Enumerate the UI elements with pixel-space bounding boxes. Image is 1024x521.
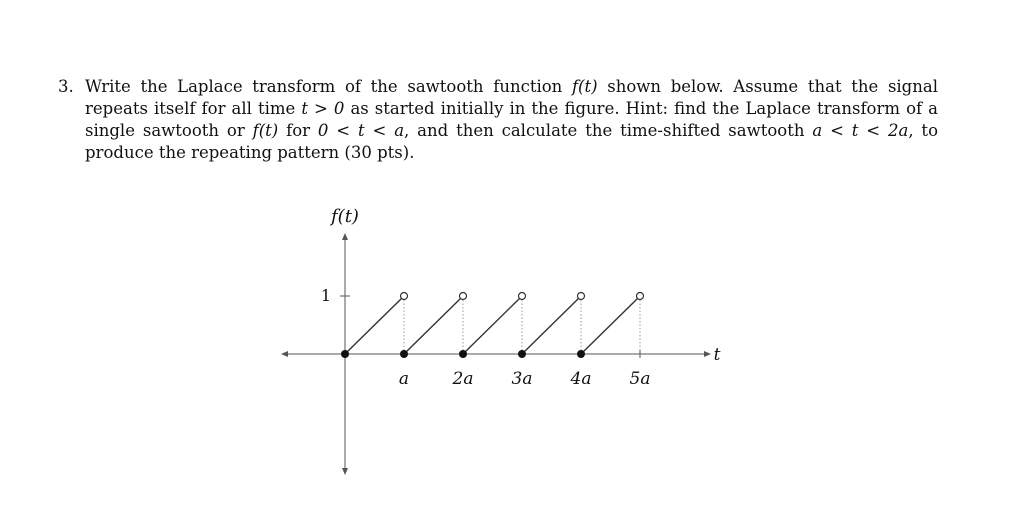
open-point <box>637 293 644 300</box>
closed-point <box>400 350 408 358</box>
problem-text-part: for <box>278 121 318 140</box>
problem-text-part: shown below. Assume that the signal repeats itself for all time <box>85 77 938 118</box>
y-axis-label: f(t) <box>331 206 359 227</box>
sawtooth-segment <box>345 299 402 355</box>
math-expression: a < t < 2a <box>812 121 909 140</box>
x-tick-label: a <box>398 369 410 389</box>
x-axis-label: t <box>713 345 721 365</box>
x-tick-label: 3a <box>511 369 533 389</box>
math-expression: f(t) <box>571 77 598 96</box>
problem-text-part: as started initially in the figure. Hint: find the Laplace transform of a single sawtooth or <box>85 99 938 140</box>
open-point <box>460 293 467 300</box>
open-point <box>578 293 585 300</box>
math-expression: 0 < t < a <box>317 121 405 140</box>
x-tick-label: 5a <box>629 369 651 389</box>
open-points <box>401 293 644 300</box>
x-tick-label: 4a <box>570 369 592 389</box>
problem-text-part: , to produce the repeating pattern (30 pts). <box>85 121 938 162</box>
problem-text-part: , and then calculate the time-shifted sawtooth <box>404 121 813 140</box>
y-tick-label: 1 <box>320 286 332 305</box>
open-point <box>519 293 526 300</box>
closed-point <box>518 350 526 358</box>
closed-point <box>577 350 585 358</box>
problem-text-part: Write the Laplace transform of the sawtooth function <box>85 77 572 96</box>
problem-number: 3. <box>58 77 74 96</box>
sawtooth-segment <box>522 299 579 355</box>
dotted-guides <box>404 300 640 358</box>
closed-point <box>341 350 349 358</box>
x-tick-labels <box>399 369 651 389</box>
closed-point <box>459 350 467 358</box>
sawtooth-segment <box>404 299 461 355</box>
x-tick-label: 2a <box>452 369 474 389</box>
sawtooth-segment <box>463 299 520 355</box>
open-point <box>401 293 408 300</box>
math-expression: t > 0 <box>301 99 345 118</box>
math-expression: f(t) <box>252 121 279 140</box>
sawtooth-segments <box>345 299 638 355</box>
sawtooth-segment <box>581 299 638 355</box>
